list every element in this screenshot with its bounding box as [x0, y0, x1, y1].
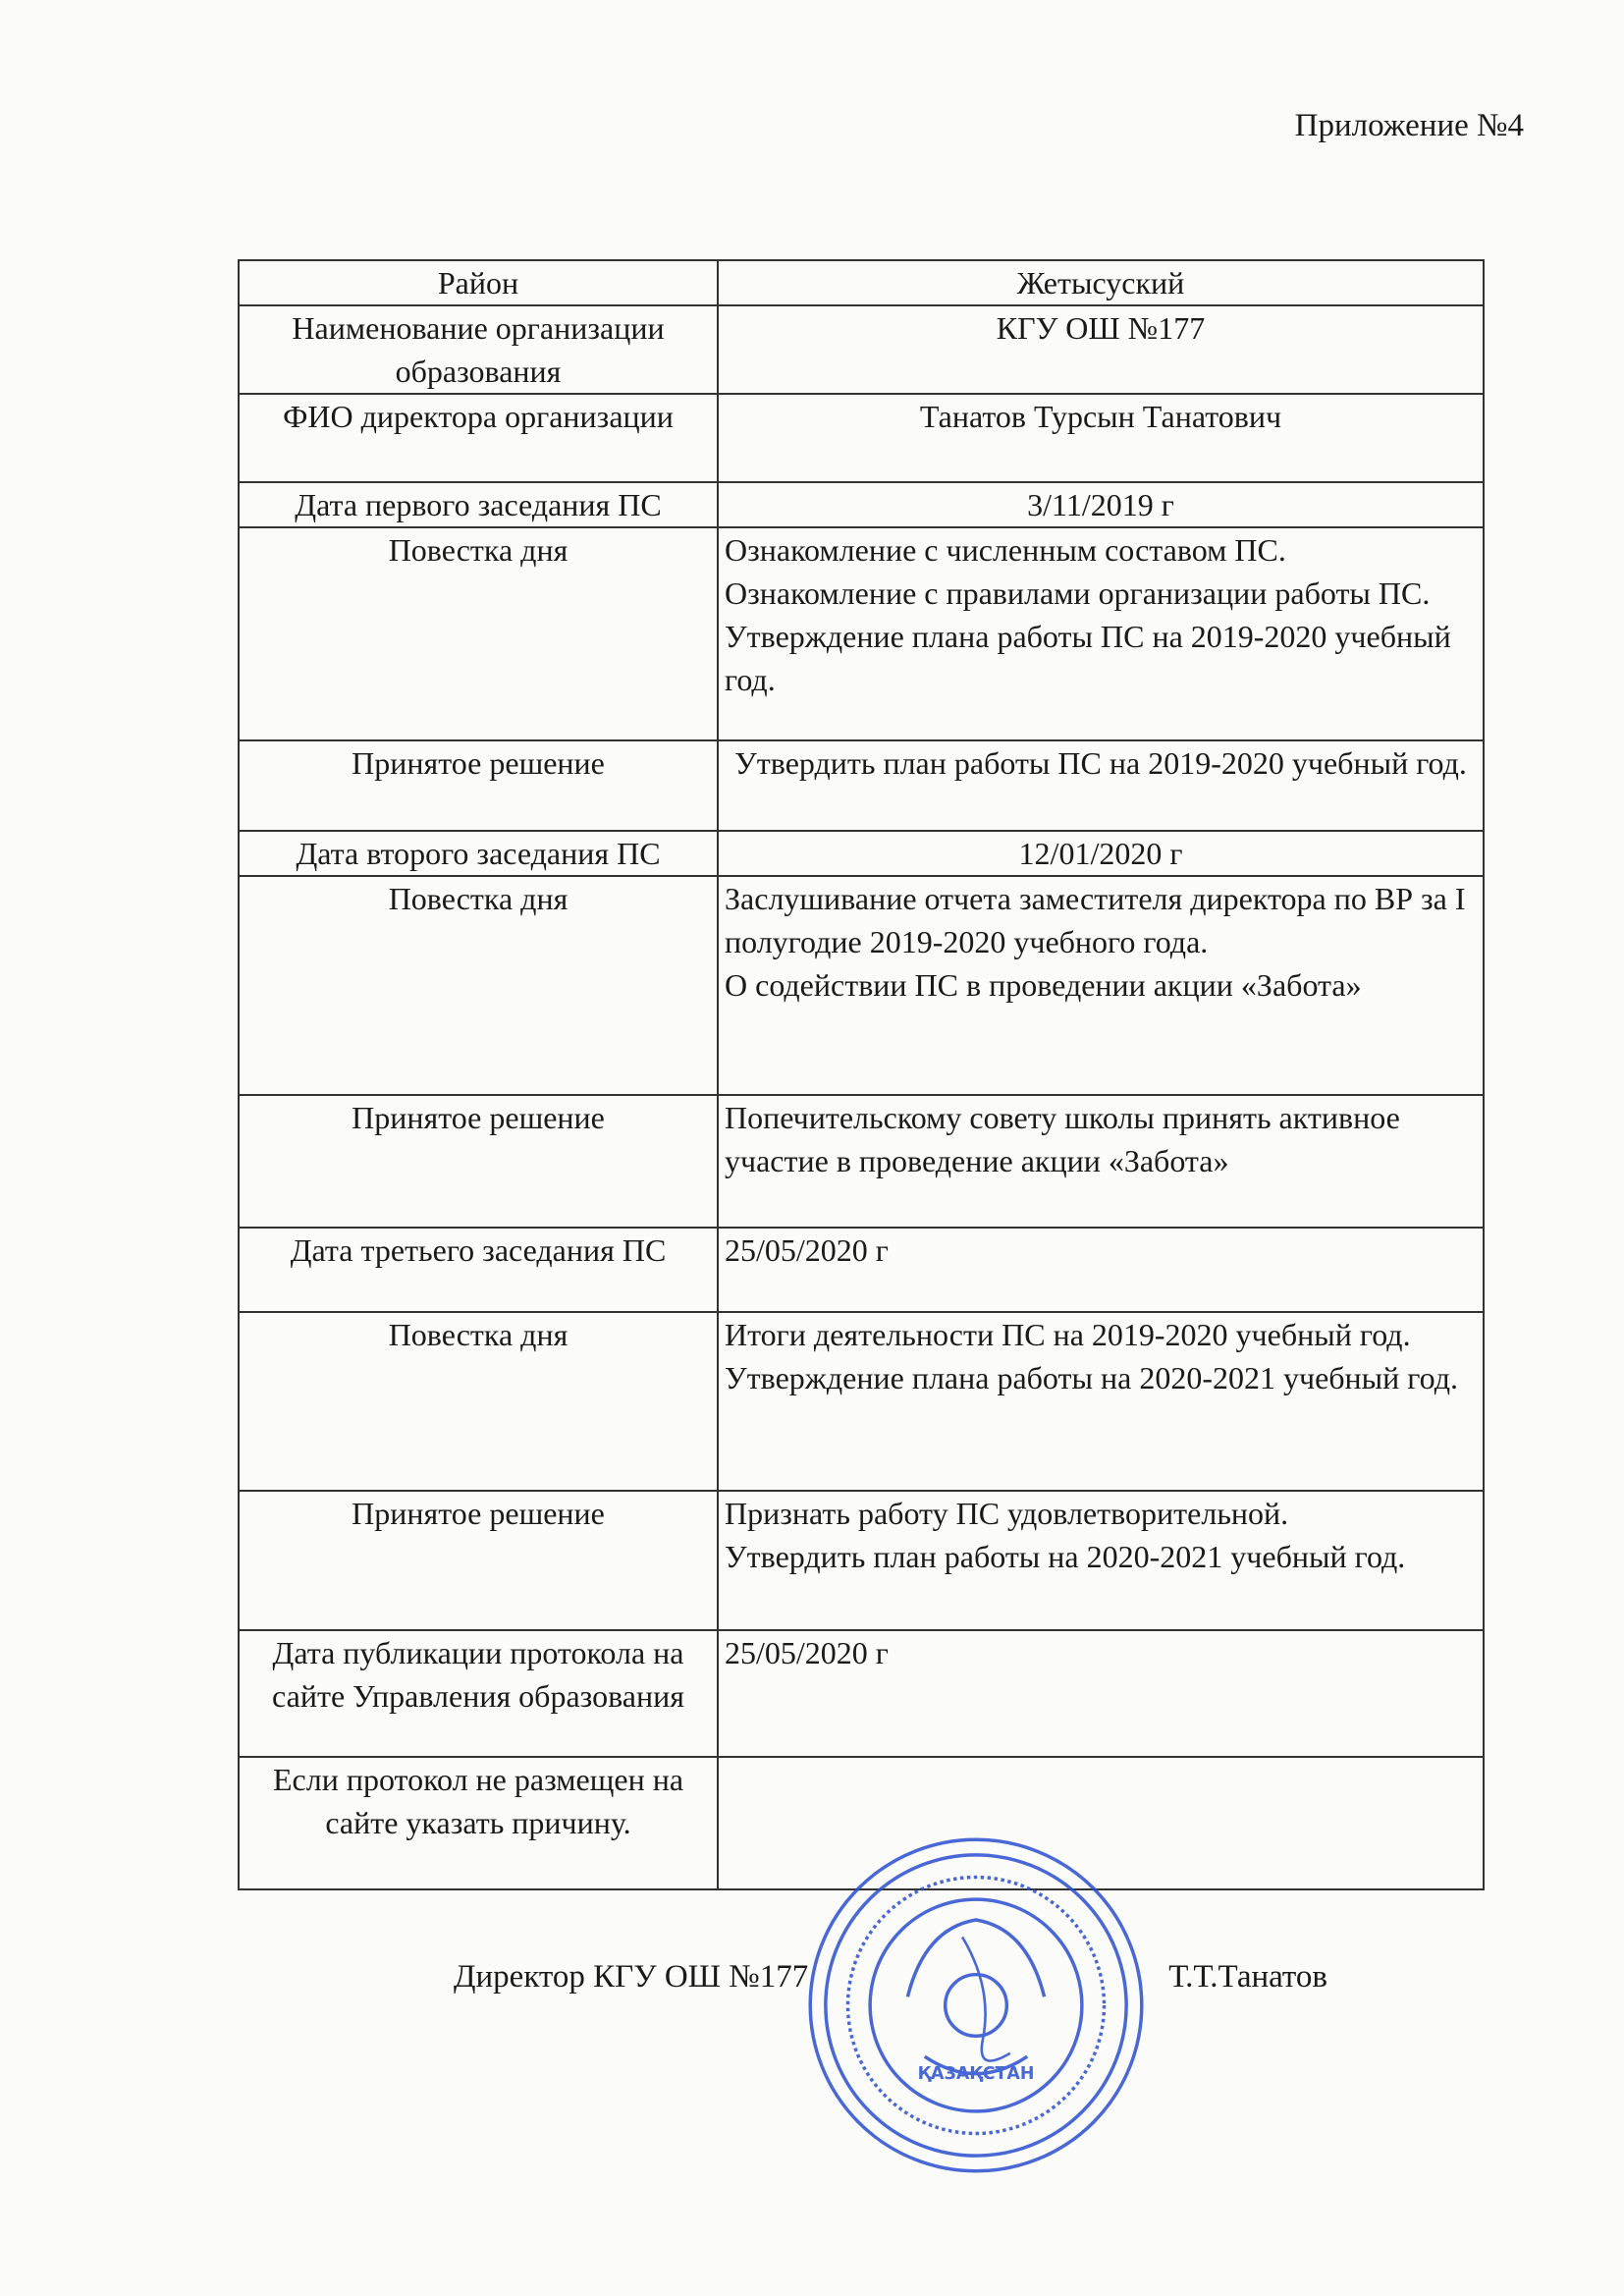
- stamp-outer-ring: [810, 1839, 1142, 2171]
- table-row: [239, 394, 1484, 482]
- row-value: 25/05/2020 г: [718, 1228, 1484, 1312]
- row-label: Принятое решение: [239, 740, 718, 831]
- table-row: [239, 260, 1484, 305]
- row-label: Дата третьего заседания ПС: [239, 1228, 718, 1312]
- row-value: Утвердить план работы ПС на 2019-2020 учебный год.: [718, 740, 1484, 831]
- row-value: КГУ ОШ №177: [718, 305, 1484, 394]
- row-value: Жетысуский: [718, 260, 1484, 305]
- row-label: Повестка дня: [239, 527, 718, 740]
- row-value: Итоги деятельности ПС на 2019-2020 учебный год. Утверждение плана работы на 2020-2021 учебный год.: [718, 1312, 1484, 1491]
- row-label: Дата второго заседания ПС: [239, 831, 718, 876]
- stamp-text: ҚАЗАҚСТАН: [917, 2063, 1035, 2084]
- table-row: [239, 482, 1484, 527]
- stamp-inner-ring: [848, 1878, 1105, 2134]
- row-label: ФИО директора организации: [239, 394, 718, 482]
- row-label: Район: [239, 260, 718, 305]
- table-row: [239, 831, 1484, 876]
- row-label: Дата первого заседания ПС: [239, 482, 718, 527]
- row-value: Попечительскому совету школы принять активное участие в проведение акции «Забота»: [718, 1095, 1484, 1228]
- table-row: [239, 876, 1484, 1095]
- row-label: Повестка дня: [239, 876, 718, 1095]
- row-value: Заслушивание отчета заместителя директора по ВР за I полугодие 2019-2020 учебного года. О содействии ПС в проведении акции «Забота»: [718, 876, 1484, 1095]
- row-value: Признать работу ПС удовлетворительной. Утвердить план работы на 2020-2021 учебный год.: [718, 1491, 1484, 1630]
- row-label: Дата публикации протокола на сайте Управления образования: [239, 1630, 718, 1757]
- stamp-emblem-wings: [907, 1920, 1044, 1996]
- table-row: [239, 527, 1484, 740]
- table-row: [239, 1095, 1484, 1228]
- row-label: Принятое решение: [239, 1491, 718, 1630]
- row-value: Ознакомление с численным составом ПС. Ознакомление с правилами организации работы ПС. Утверждение плана работы ПС на 2019-2020 учебный год.: [718, 527, 1484, 740]
- row-label: Повестка дня: [239, 1312, 718, 1491]
- row-value: 12/01/2020 г: [718, 831, 1484, 876]
- signature-position: Директор КГУ ОШ №177: [454, 1959, 809, 1995]
- table-row: [239, 1491, 1484, 1630]
- row-value: Танатов Турсын Танатович: [718, 394, 1484, 482]
- row-label: Принятое решение: [239, 1095, 718, 1228]
- row-value: 25/05/2020 г: [718, 1630, 1484, 1757]
- stamp-emblem-center: [946, 1975, 1007, 2037]
- table-row: [239, 305, 1484, 394]
- signature-scribble: [962, 1937, 1010, 2060]
- table-row: [239, 1228, 1484, 1312]
- official-stamp: [805, 1834, 1147, 2176]
- row-label: Наименование организации образования: [239, 305, 718, 394]
- row-value: 3/11/2019 г: [718, 482, 1484, 527]
- table-row: [239, 740, 1484, 831]
- meeting-info-table: [238, 259, 1485, 1890]
- row-label: Если протокол не размещен на сайте указать причину.: [239, 1757, 718, 1889]
- table-row: [239, 1630, 1484, 1757]
- signature-name: Т.Т.Танатов: [1168, 1959, 1327, 1995]
- table-row: [239, 1312, 1484, 1491]
- appendix-label: Приложение №4: [1294, 108, 1524, 143]
